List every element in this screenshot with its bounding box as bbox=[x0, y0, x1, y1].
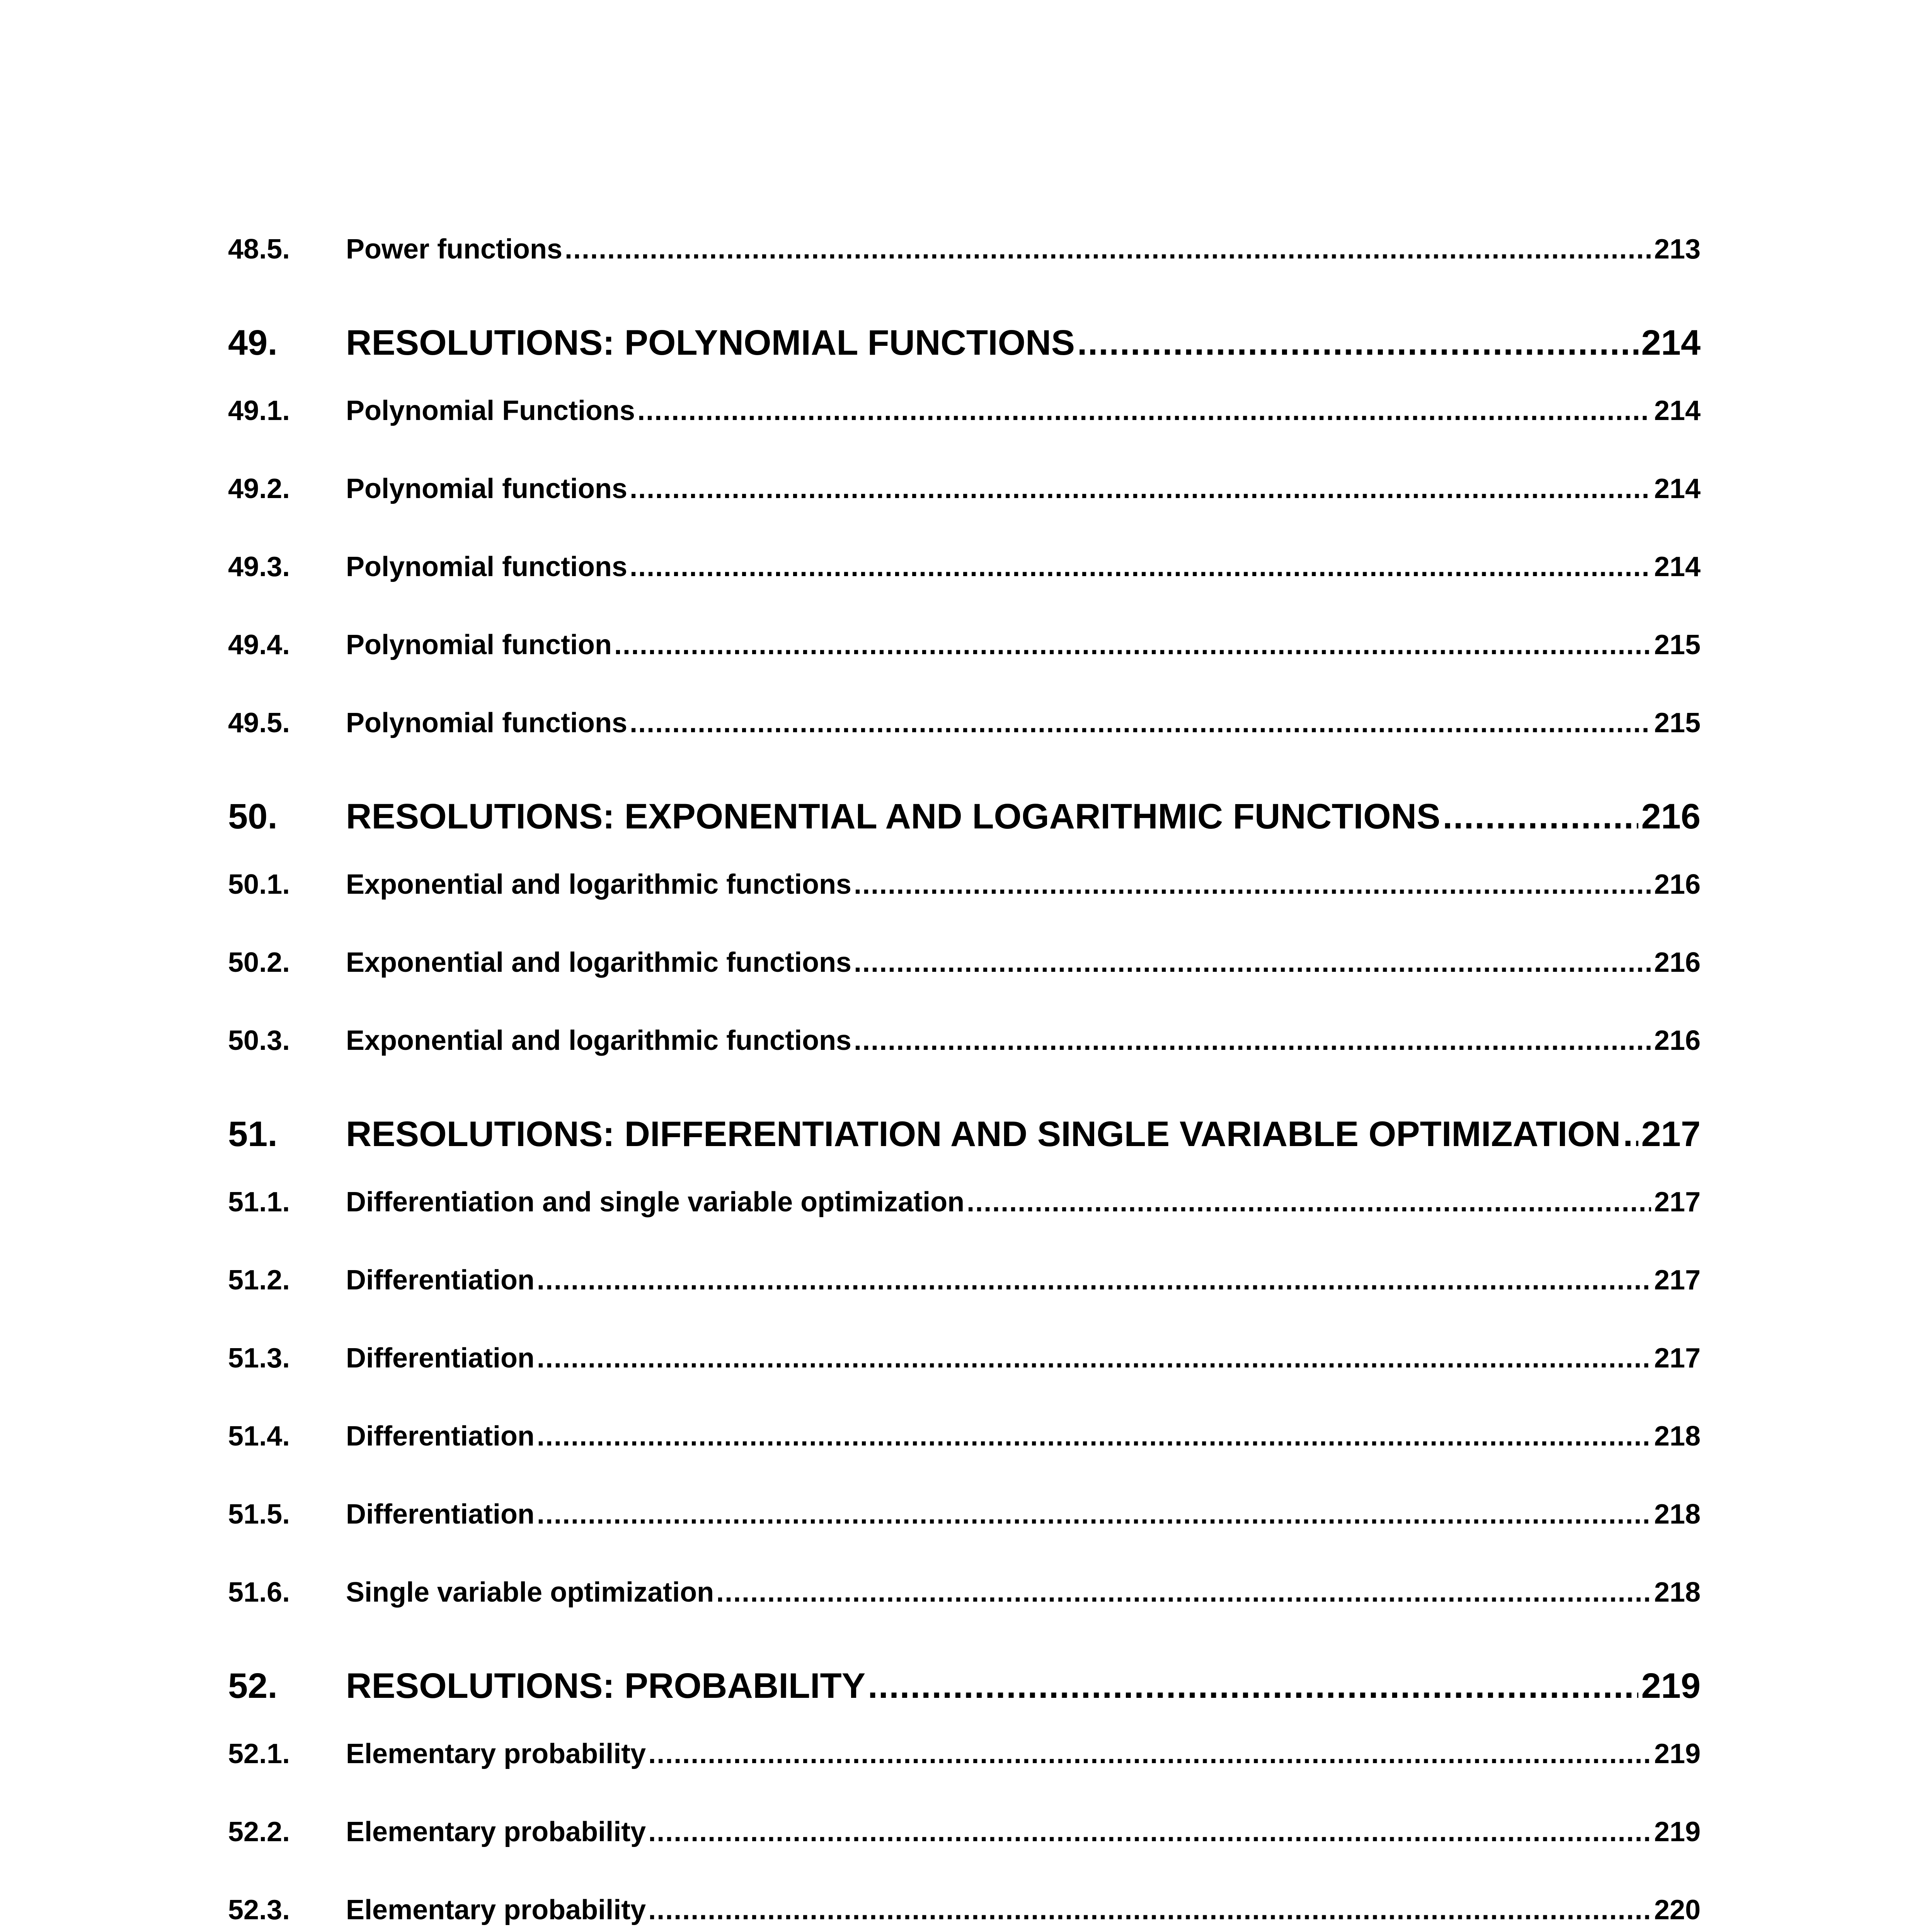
toc-entry-title: Single variable optimization bbox=[346, 1577, 714, 1608]
toc-entry-title: Differentiation bbox=[346, 1421, 535, 1452]
dot-leader bbox=[630, 534, 1651, 600]
dot-leader bbox=[648, 1877, 1651, 1932]
toc-chapter-entry[interactable] bbox=[228, 1638, 1701, 1721]
toc-entry-page: 218 bbox=[1654, 1499, 1701, 1530]
toc-entry-title: Elementary probability bbox=[346, 1738, 646, 1769]
toc-entry-title: Elementary probability bbox=[346, 1895, 646, 1925]
toc-entry-title: RESOLUTIONS: DIFFERENTIATION AND SINGLE VARIABLE OPTIMIZATION bbox=[346, 1114, 1621, 1154]
dot-leader bbox=[537, 1481, 1651, 1547]
toc-section-entry[interactable] bbox=[228, 456, 1701, 534]
toc-entry-number: 50.3. bbox=[228, 1025, 290, 1056]
toc-entry-title: Polynomial functions bbox=[346, 707, 628, 738]
toc-section-entry[interactable] bbox=[228, 1403, 1701, 1481]
toc-entry-number: 49.5. bbox=[228, 707, 290, 738]
toc-entry-title: Differentiation bbox=[346, 1265, 535, 1296]
toc-entry-page: 219 bbox=[1654, 1738, 1701, 1769]
dot-leader bbox=[1623, 1086, 1638, 1182]
toc-entry-page: 213 bbox=[1654, 234, 1701, 265]
toc-entry-page: 218 bbox=[1654, 1421, 1701, 1452]
toc-chapter-entry[interactable] bbox=[228, 768, 1701, 852]
toc-entry-number: 52.1. bbox=[228, 1738, 290, 1769]
toc-entry-page: 216 bbox=[1654, 869, 1701, 900]
dot-leader bbox=[537, 1403, 1651, 1469]
toc-entry-title: RESOLUTIONS: POLYNOMIAL FUNCTIONS bbox=[346, 323, 1075, 362]
dot-leader bbox=[537, 1325, 1651, 1391]
dot-leader bbox=[1443, 768, 1638, 865]
toc-entry-title: Polynomial Functions bbox=[346, 395, 635, 426]
toc-entry-number: 51.3. bbox=[228, 1343, 290, 1374]
toc-entry-title: Differentiation and single variable optimization bbox=[346, 1187, 965, 1218]
toc-entry-number: 50.1. bbox=[228, 869, 290, 900]
toc-section-entry[interactable] bbox=[228, 1560, 1701, 1638]
toc-entry-number: 49.1. bbox=[228, 395, 290, 426]
toc-entry-number: 51. bbox=[228, 1114, 278, 1154]
dot-leader bbox=[648, 1799, 1651, 1865]
toc-entry-number: 51.4. bbox=[228, 1421, 290, 1452]
toc-entry-page: 216 bbox=[1641, 797, 1701, 836]
toc-section-entry[interactable] bbox=[228, 1169, 1701, 1247]
toc-entry-title: Exponential and logarithmic functions bbox=[346, 869, 852, 900]
toc-entry-title: Polynomial function bbox=[346, 629, 612, 660]
toc-entry-title: Differentiation bbox=[346, 1343, 535, 1374]
toc-entry-page: 217 bbox=[1654, 1343, 1701, 1374]
toc-entry-title: RESOLUTIONS: EXPONENTIAL AND LOGARITHMIC FUNCTIONS bbox=[346, 797, 1440, 836]
toc-entry-title: RESOLUTIONS: PROBABILITY bbox=[346, 1666, 866, 1706]
toc-entry-number: 50. bbox=[228, 797, 278, 836]
toc-entry-page: 214 bbox=[1654, 395, 1701, 426]
dot-leader bbox=[868, 1638, 1638, 1734]
toc-entry-number: 52.2. bbox=[228, 1816, 290, 1847]
toc-entry-title: Power functions bbox=[346, 234, 563, 265]
toc-section-entry[interactable] bbox=[228, 216, 1701, 294]
toc-entry-page: 214 bbox=[1654, 551, 1701, 582]
toc-entry-title: Exponential and logarithmic functions bbox=[346, 1025, 852, 1056]
toc-entry-title: Elementary probability bbox=[346, 1816, 646, 1847]
toc-entry-title: Polynomial functions bbox=[346, 473, 628, 504]
toc-section-entry[interactable] bbox=[228, 378, 1701, 456]
toc-section-entry[interactable] bbox=[228, 1721, 1701, 1799]
toc-entry-number: 49.4. bbox=[228, 629, 290, 660]
toc-entry-page: 217 bbox=[1654, 1265, 1701, 1296]
toc-entry-number: 51.5. bbox=[228, 1499, 290, 1530]
toc-section-entry[interactable] bbox=[228, 1247, 1701, 1325]
toc-entry-page: 214 bbox=[1654, 473, 1701, 504]
toc-entry-page: 215 bbox=[1654, 707, 1701, 738]
toc-entry-number: 49.3. bbox=[228, 551, 290, 582]
toc-section-entry[interactable] bbox=[228, 690, 1701, 768]
toc-section-entry[interactable] bbox=[228, 612, 1701, 690]
toc-entry-title: Exponential and logarithmic functions bbox=[346, 947, 852, 978]
toc-entry-number: 51.2. bbox=[228, 1265, 290, 1296]
toc-entry-title: Polynomial functions bbox=[346, 551, 628, 582]
dot-leader bbox=[637, 378, 1651, 444]
toc-section-entry[interactable] bbox=[228, 1877, 1701, 1932]
toc-section-entry[interactable] bbox=[228, 1008, 1701, 1086]
toc-entry-page: 216 bbox=[1654, 1025, 1701, 1056]
toc-entry-page: 219 bbox=[1641, 1666, 1701, 1706]
dot-leader bbox=[716, 1560, 1651, 1625]
table-of-contents bbox=[228, 216, 1701, 1932]
toc-entry-number: 51.1. bbox=[228, 1187, 290, 1218]
toc-entry-page: 214 bbox=[1641, 323, 1701, 362]
toc-section-entry[interactable] bbox=[228, 1481, 1701, 1560]
toc-chapter-entry[interactable] bbox=[228, 1086, 1701, 1169]
toc-entry-page: 219 bbox=[1654, 1816, 1701, 1847]
dot-leader bbox=[537, 1247, 1651, 1313]
dot-leader bbox=[630, 456, 1651, 522]
toc-entry-number: 51.6. bbox=[228, 1577, 290, 1608]
dot-leader bbox=[565, 216, 1651, 282]
toc-section-entry[interactable] bbox=[228, 1799, 1701, 1877]
toc-section-entry[interactable] bbox=[228, 1325, 1701, 1403]
toc-section-entry[interactable] bbox=[228, 930, 1701, 1008]
toc-entry-page: 217 bbox=[1654, 1187, 1701, 1218]
dot-leader bbox=[967, 1169, 1651, 1235]
toc-entry-number: 49. bbox=[228, 323, 278, 362]
toc-entry-page: 216 bbox=[1654, 947, 1701, 978]
dot-leader bbox=[854, 1008, 1651, 1073]
toc-entry-number: 52. bbox=[228, 1666, 278, 1706]
toc-entry-number: 50.2. bbox=[228, 947, 290, 978]
toc-entry-number: 52.3. bbox=[228, 1895, 290, 1925]
toc-entry-page: 215 bbox=[1654, 629, 1701, 660]
toc-entry-page: 217 bbox=[1641, 1114, 1701, 1154]
toc-entry-page: 220 bbox=[1654, 1895, 1701, 1925]
dot-leader bbox=[648, 1721, 1651, 1787]
dot-leader bbox=[854, 852, 1651, 917]
toc-entry-number: 49.2. bbox=[228, 473, 290, 504]
dot-leader bbox=[854, 930, 1651, 995]
toc-entry-page: 218 bbox=[1654, 1577, 1701, 1608]
toc-section-entry[interactable] bbox=[228, 534, 1701, 612]
toc-section-entry[interactable] bbox=[228, 852, 1701, 930]
dot-leader bbox=[1077, 294, 1638, 391]
dot-leader bbox=[614, 612, 1651, 678]
toc-entry-number: 48.5. bbox=[228, 234, 290, 265]
dot-leader bbox=[630, 690, 1651, 756]
toc-entry-title: Differentiation bbox=[346, 1499, 535, 1530]
toc-chapter-entry[interactable] bbox=[228, 294, 1701, 378]
